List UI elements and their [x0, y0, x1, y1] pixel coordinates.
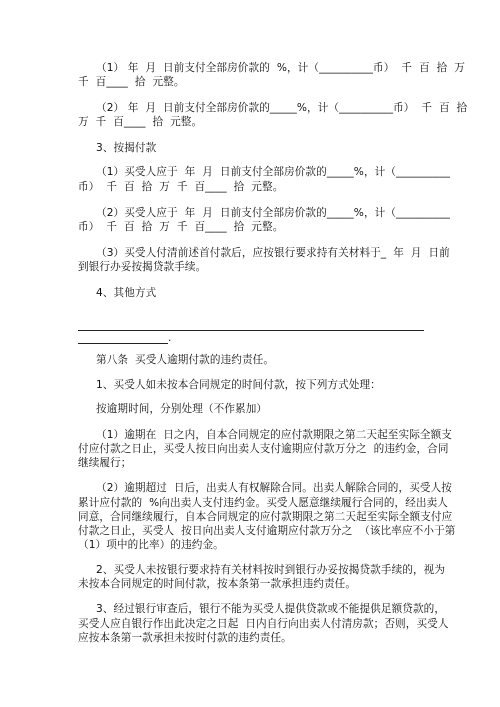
text-line: （1）项中的比率）的违约金。: [78, 539, 224, 551]
text-line: 付应付款之日止，买受人按日向出卖人支付逾期应付款万分之 的违约金，合同: [78, 443, 449, 455]
text-line: （2）买受人应于 年 月 日前支付全部房价款的_____%，计（__________: [96, 207, 451, 219]
text-line: 累计应付款的 %向出卖人支付违约金。买受人愿意继续履行合同的，经出卖人: [78, 497, 448, 509]
text-line: （1） 年 月 日前支付全部房价款的 %，计（__________币） 千 百 拾 万: [96, 62, 465, 74]
text-line: 付款之日止，买受人 按日向出卖人支付逾期应付款万分之 （该比率应不小于第: [78, 525, 456, 537]
text-line: （1）买受人应于 年 月 日前支付全部房价款的_____%，计（__________: [96, 166, 451, 178]
text-line: 继续履行；: [78, 457, 132, 469]
text-line: 万 千 百____ 拾 元整。: [78, 116, 203, 128]
text-line: （2）逾期超过 日后，出卖人有权解除合同。出卖人解除合同的，买受人按: [96, 482, 452, 494]
text-line: 1、买受人如未按本合同规定的时间付款，按下列方式处理：: [96, 379, 381, 391]
text-line: 应按本条第一款承担未按时付款的违约责任。: [78, 632, 292, 644]
text-line: 2、买受人未按银行要求持有关材料按时到银行办妥按揭贷款手续的，视为: [96, 564, 446, 576]
text-line: （1）逾期在 日之内，自本合同规定的应付款期限之第二天起至实际全额支: [96, 429, 452, 441]
section-heading: 3、按揭付款: [96, 142, 157, 154]
section-heading: 4、其他方式: [96, 287, 157, 299]
text-line: 未按本合同规定的时间付款，按本条第一款承担违约责任。: [78, 578, 357, 590]
text-line: 到银行办妥按揭贷款手续。: [78, 261, 207, 273]
text-line: 币） 千 百 拾 万 千 百____ 拾 元整。: [78, 181, 284, 193]
text-line: （2） 年 月 日前支付全部房价款的_____%，计（__________币） 千 百 拾: [96, 102, 468, 114]
text-line: 按逾期时间，分别处理（不作累加）: [96, 403, 268, 415]
text-line: （3）买受人付清前述首付款后，应按银行要求持有关材料于_ 年 月 日前: [96, 247, 450, 259]
text-line: 买受人应自银行作出此决定之日起 日内自行向出卖人付清房款；否则，买受人: [78, 618, 449, 630]
text-line: 3、经过银行审查后，银行不能为买受人提供贷款或不能提供足额贷款的，: [96, 603, 446, 615]
article-heading: 第八条 买受人逾期付款的违约责任。: [96, 354, 275, 366]
text-line: 币） 千 百 拾 万 千 百____ 拾 元整。: [78, 221, 284, 233]
text-line: 同意，合同继续履行，自本合同规定的应付款期限之第二天起至实际全额支付应: [78, 511, 453, 523]
blank-line-short: [78, 343, 168, 344]
text-line: 千 百____ 拾 元整。: [78, 76, 185, 88]
text-line: .: [168, 332, 172, 344]
